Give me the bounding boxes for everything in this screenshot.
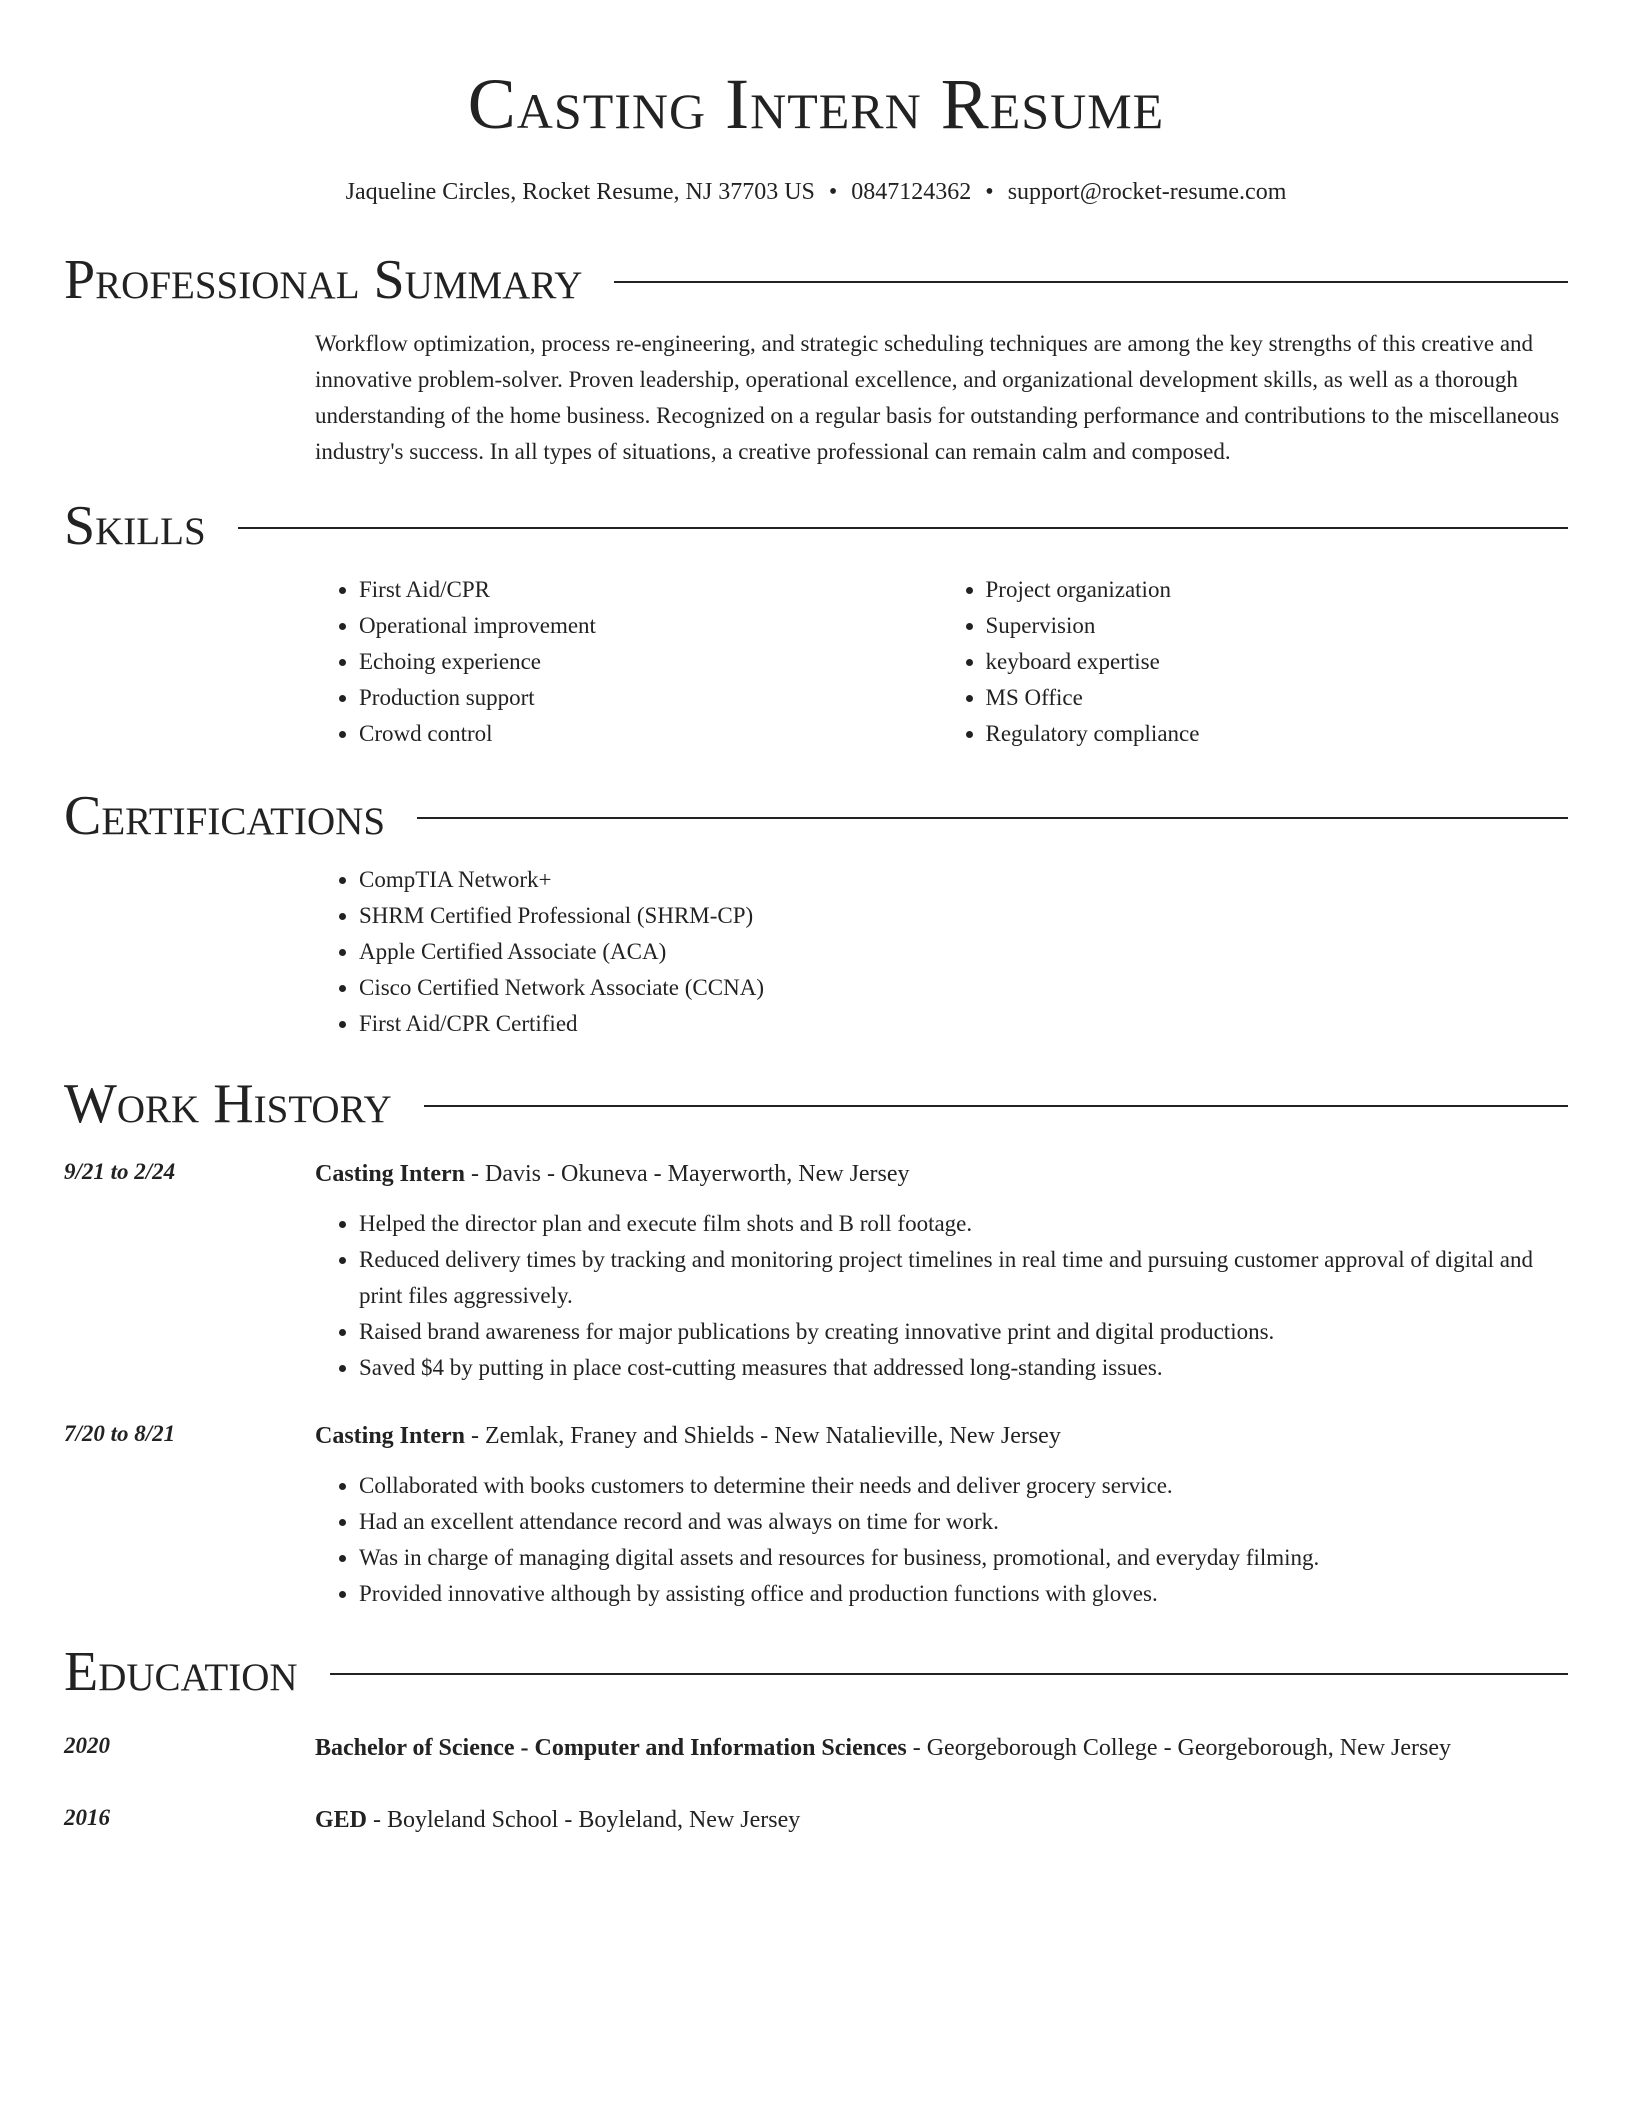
certification-item: • Apple Certified Associate (ACA) [359,934,1568,970]
work-bullet: • Helped the director plan and execute film shots and B roll footage. [359,1206,1568,1242]
education-degree: GED [315,1807,368,1833]
job-employer: - Davis - Okuneva - Mayerworth, New Jersey [465,1161,910,1187]
skill-item: • Regulatory compliance [986,716,1569,752]
certification-item: • CompTIA Network+ [359,862,1568,898]
work-entry [64,1416,1568,1612]
section-header-summary [64,248,1568,312]
skills-column-left [315,572,942,752]
work-bullet: • Provided innovative although by assisting office and production functions with gloves. [359,1576,1568,1612]
job-title: Casting Intern [315,1161,466,1187]
work-dates: 7/20 to 8/21 [64,1421,176,1446]
section-title-work: Work History [64,1073,392,1135]
skill-item: • First Aid/CPR [359,572,942,608]
education-entry [64,1800,1568,1840]
skills-list [315,572,1568,752]
certification-item: • Cisco Certified Network Associate (CCNA) [359,970,1568,1006]
contact-phone: 0847124362 [851,179,972,205]
work-entry [64,1154,1568,1386]
skill-item: • Production support [359,680,942,716]
section-header-education [64,1640,1568,1704]
skill-item: • Crowd control [359,716,942,752]
job-title: Casting Intern [315,1423,466,1449]
section-title-summary: Professional Summary [64,249,583,311]
section-title-certifications: Certifications [64,785,386,847]
summary-text: Workflow optimization, process re-engineering, and strategic scheduling techniques are among the key strengths of this creative and innovative problem-solver. Proven leadership, operational excellence, and organizational development skills, as well as a thorough understanding of the home business. Recognized on a regular basis for outstanding performance and contributions to the miscellaneous industry's success. In all types of situations, a creative professional can remain calm and composed. [315,331,1560,464]
education-headline [315,1800,1568,1840]
work-bullets [315,1206,1568,1386]
work-headline [315,1416,1568,1456]
skill-item: • Echoing experience [359,644,942,680]
work-bullet: • Had an excellent attendance record and was always on time for work. [359,1504,1568,1540]
contact-separator: • [828,179,838,205]
section-divider [330,1673,1568,1675]
section-header-certifications [64,784,1568,848]
work-dates: 9/21 to 2/24 [64,1159,176,1184]
contact-email: support@rocket-resume.com [1007,179,1287,205]
certification-item: • First Aid/CPR Certified [359,1006,1568,1042]
skill-item: • MS Office [986,680,1569,716]
skill-item: • Operational improvement [359,608,942,644]
section-divider [614,281,1568,283]
education-school: - Boyleland School - Boyleland, New Jersey [367,1807,801,1833]
work-bullet: • Saved $4 by putting in place cost-cutting measures that addressed long-standing issues. [359,1350,1568,1386]
contact-address: Jaqueline Circles, Rocket Resume, NJ 37703 US [345,179,815,205]
work-bullet: • Collaborated with books customers to determine their needs and deliver grocery service. [359,1468,1568,1504]
work-bullet: • Raised brand awareness for major publications by creating innovative print and digital productions. [359,1314,1568,1350]
education-year: 2020 [64,1733,110,1758]
skill-item: • Supervision [986,608,1569,644]
work-bullet: • Reduced delivery times by tracking and monitoring project timelines in real time and pursuing customer approval of digital and print files aggressively. [359,1242,1568,1314]
section-divider [417,817,1568,819]
contact-separator: • [985,179,994,205]
work-bullet: • Was in charge of managing digital assets and resources for business, promotional, and everyday filming. [359,1540,1568,1576]
resume-title: Casting Intern Resume [467,64,1165,144]
section-divider [238,527,1568,529]
skill-item: • keyboard expertise [986,644,1569,680]
job-employer: - Zemlak, Franey and Shields - New Natalieville, New Jersey [465,1423,1061,1449]
skills-column-right [942,572,1569,752]
contact-line [64,176,1568,208]
education-degree: Bachelor of Science - Computer and Information Sciences [315,1735,907,1761]
section-header-work [64,1072,1568,1136]
certification-item: • SHRM Certified Professional (SHRM-CP) [359,898,1568,934]
work-headline [315,1154,1568,1194]
section-header-skills [64,494,1568,558]
education-headline [315,1728,1568,1768]
section-divider [424,1105,1568,1107]
education-entry [64,1728,1568,1768]
work-bullets [315,1468,1568,1612]
certifications-list [315,862,1568,1042]
section-title-skills: Skills [64,495,206,557]
skill-item: • Project organization [986,572,1569,608]
education-school: - Georgeborough College - Georgeborough, New Jersey [906,1735,1452,1761]
section-title-education: Education [64,1641,298,1703]
education-year: 2016 [64,1805,110,1830]
